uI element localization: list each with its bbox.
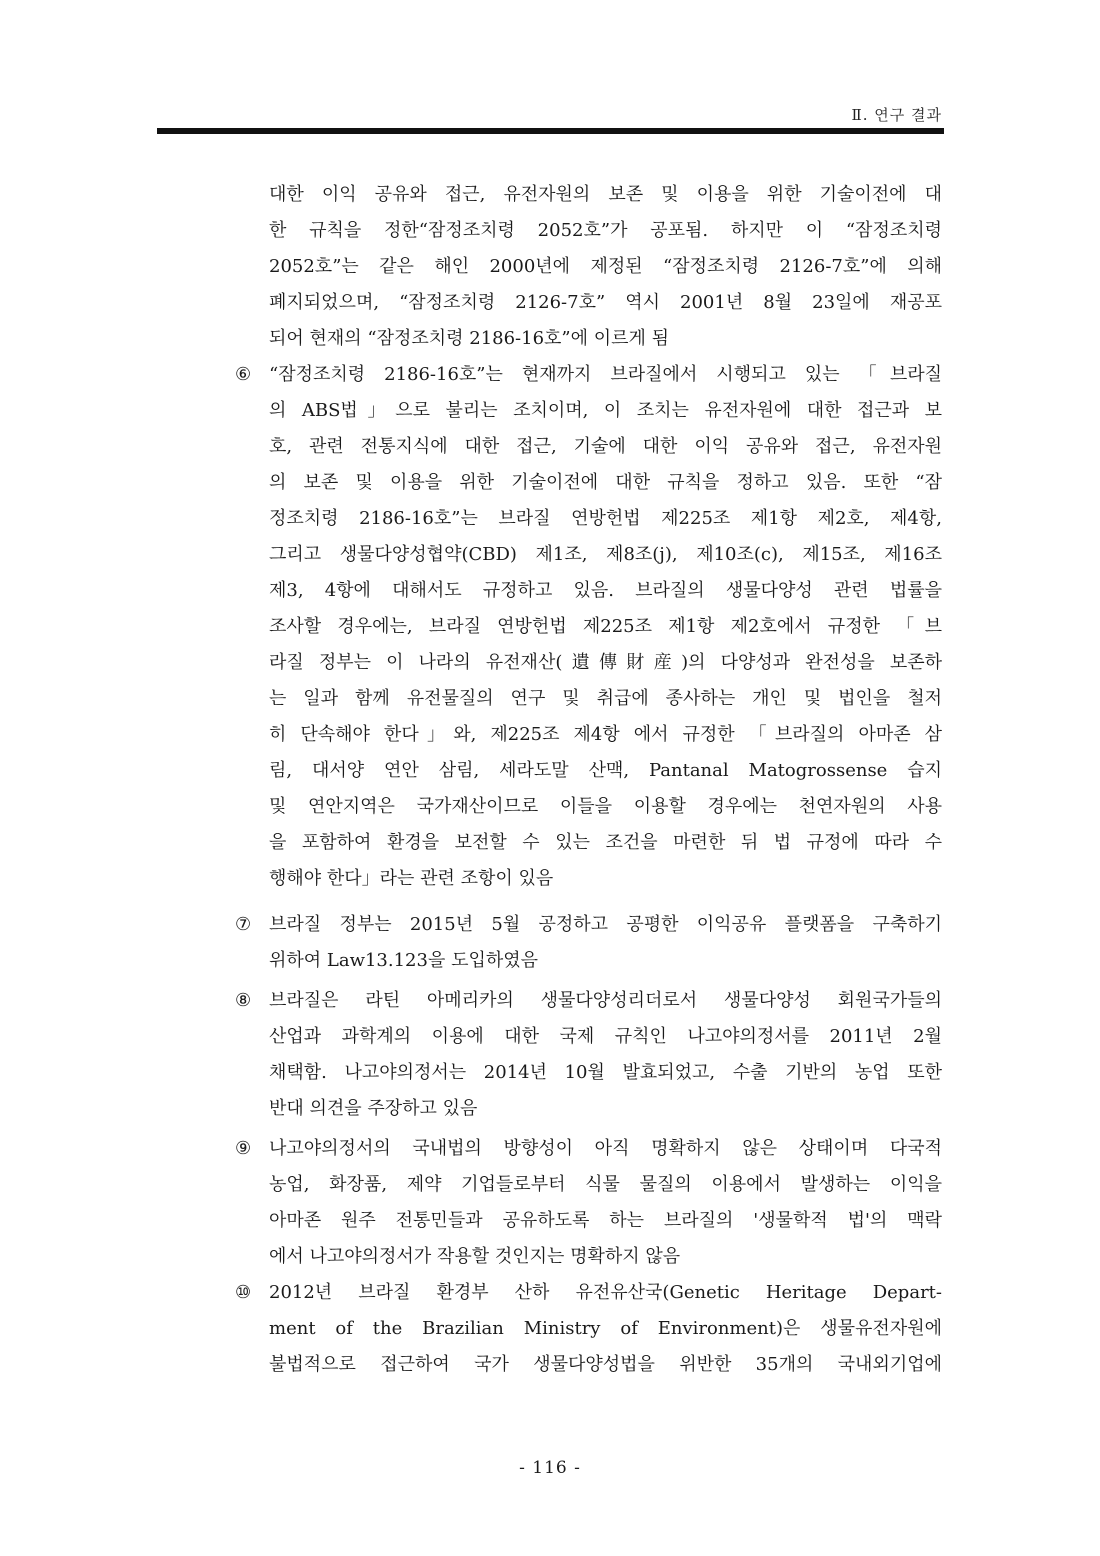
text-line: 라질 정부는 이 나라의 유전재산(遺傳財産)의 다양성과 완전성을 보존하 — [269, 652, 942, 673]
running-header: Ⅱ. 연구 결과 — [851, 106, 942, 124]
text-line: ment of the Brazilian Ministry of Environment)은 생물유전자원에 — [269, 1318, 942, 1339]
text-line: 산업과 과학계의 이용에 대한 국제 규칙인 나고야의정서를 2011년 2월 — [269, 1026, 942, 1047]
text-line: 브라질은 라틴 아메리카의 생물다양성리더로서 생물다양성 회원국가들의 — [269, 990, 942, 1011]
text-line: 위하여 Law13.123을 도입하였음 — [269, 950, 539, 971]
item-marker-8: ⑧ — [235, 990, 252, 1011]
text-line: 채택함. 나고야의정서는 2014년 10월 발효되었고, 수출 기반의 농업 또한 — [269, 1062, 942, 1083]
text-line: 2012년 브라질 환경부 산하 유전유산국(Genetic Heritage Depart- — [269, 1282, 942, 1303]
text-line: 그리고 생물다양성협약(CBD) 제1조, 제8조(j), 제10조(c), 제15조, 제16조 — [269, 544, 942, 565]
header-rule — [157, 128, 944, 134]
text-line: 조사할 경우에는, 브라질 연방헌법 제225조 제1항 제2호에서 규정한 「브 — [269, 616, 942, 637]
text-line: 행해야 한다」라는 관련 조항이 있음 — [269, 868, 554, 889]
text-line: 정조치령 2186-16호”는 브라질 연방헌법 제225조 제1항 제2호, 제4항, — [269, 508, 942, 529]
text-line: 의 ABS법」으로 불리는 조치이며, 이 조치는 유전자원에 대한 접근과 보 — [269, 400, 942, 421]
text-line: “잠정조치령 2186-16호”는 현재까지 브라질에서 시행되고 있는 「브라질 — [269, 364, 942, 385]
text-line: 한 규칙을 정한“잠정조치령 2052호”가 공포됨. 하지만 이 “잠정조치령 — [269, 220, 942, 241]
text-line: 아마존 원주 전통민들과 공유하도록 하는 브라질의 '생물학적 법'의 맥락 — [269, 1210, 942, 1231]
page-number: - 116 - — [519, 1458, 581, 1478]
text-line: 을 포함하여 환경을 보전할 수 있는 조건을 마련한 뒤 법 규정에 따라 수 — [269, 832, 942, 853]
text-line: 대한 이익 공유와 접근, 유전자원의 보존 및 이용을 위한 기술이전에 대 — [269, 184, 942, 205]
text-line: 브라질 정부는 2015년 5월 공정하고 공평한 이익공유 플랫폼을 구축하기 — [269, 914, 942, 935]
text-line: 는 일과 함께 유전물질의 연구 및 취급에 종사하는 개인 및 법인을 철저 — [269, 688, 942, 709]
text-line: 에서 나고야의정서가 작용할 것인지는 명확하지 않음 — [269, 1246, 681, 1267]
text-line: 의 보존 및 이용을 위한 기술이전에 대한 규칙을 정하고 있음. 또한 “잠 — [269, 472, 942, 493]
text-line: 및 연안지역은 국가재산이므로 이들을 이용할 경우에는 천연자원의 사용 — [269, 796, 942, 817]
item-marker-7: ⑦ — [235, 914, 252, 935]
text-line: 림, 대서양 연안 삼림, 세라도말 산맥, Pantanal Matogrossense 습지 — [269, 760, 942, 781]
item-marker-10: ⑩ — [235, 1282, 252, 1303]
item-marker-6: ⑥ — [235, 364, 252, 385]
text-line: 불법적으로 접근하여 국가 생물다양성법을 위반한 35개의 국내외기업에 — [269, 1354, 942, 1375]
text-line: 제3, 4항에 대해서도 규정하고 있음. 브라질의 생물다양성 관련 법률을 — [269, 580, 942, 601]
text-line: 되어 현재의 “잠정조치령 2186-16호”에 이르게 됨 — [269, 328, 670, 349]
text-line: 히 단속해야 한다」와, 제225조 제4항 에서 규정한 「브라질의 아마존 삼 — [269, 724, 942, 745]
text-line: 2052호”는 같은 해인 2000년에 제정된 “잠정조치령 2126-7호”에 의해 — [269, 256, 942, 277]
text-line: 호, 관련 전통지식에 대한 접근, 기술에 대한 이익 공유와 접근, 유전자원 — [269, 436, 942, 457]
text-line: 농업, 화장품, 제약 기업들로부터 식물 물질의 이용에서 발생하는 이익을 — [269, 1174, 942, 1195]
text-line: 폐지되었으며, “잠정조치령 2126-7호” 역시 2001년 8월 23일에 재공포 — [269, 292, 942, 313]
item-marker-9: ⑨ — [235, 1138, 252, 1159]
text-line: 반대 의견을 주장하고 있음 — [269, 1098, 478, 1119]
text-line: 나고야의정서의 국내법의 방향성이 아직 명확하지 않은 상태이며 다국적 — [269, 1138, 942, 1159]
